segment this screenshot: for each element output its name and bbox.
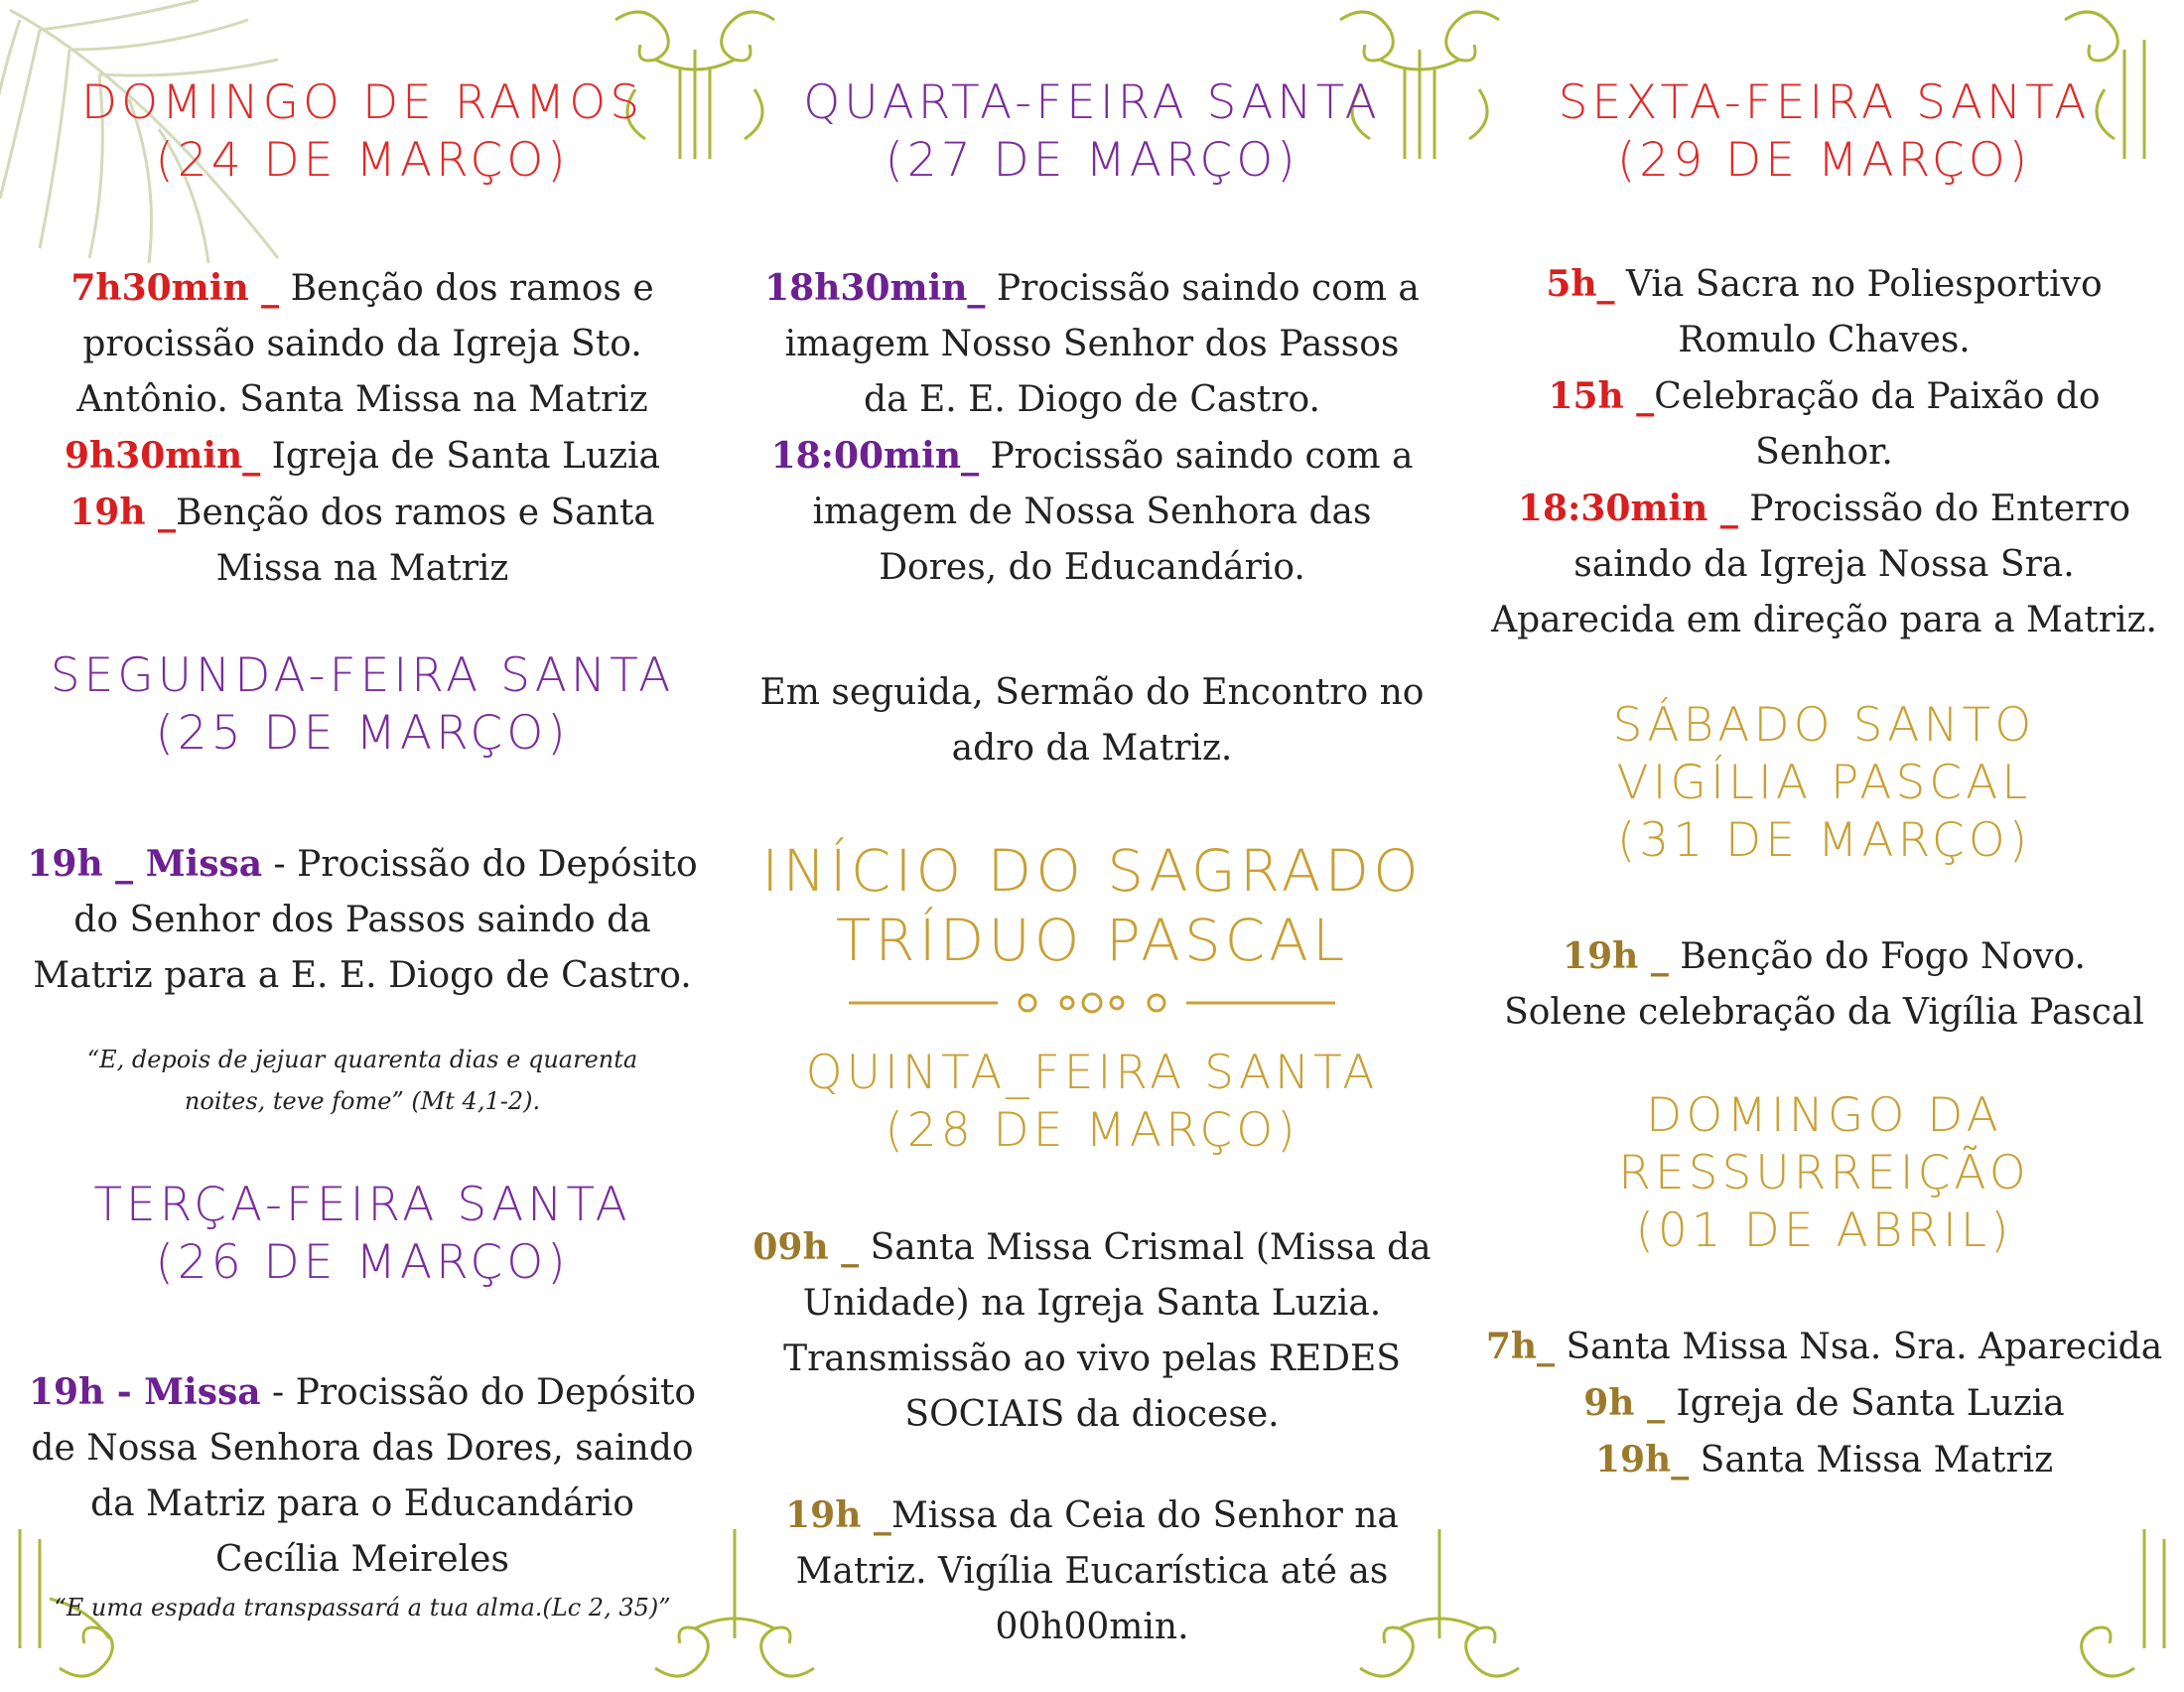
terca-section (0, 1177, 725, 1292)
schedule-line: 5h_ Via Sacra no Poliesportivo (1546, 263, 2103, 305)
schedule-line: 18h30min_ Procissão saindo com a (764, 267, 1420, 309)
quarta-section (740, 74, 1444, 190)
schedule-line: 19h _ Benção do Fogo Novo. (1563, 935, 2086, 977)
schedule-line: 19h - Missa - Procissão do Depósito (28, 1371, 697, 1413)
schedule-line: Transmissão ao vivo pelas REDES (783, 1339, 1401, 1379)
section-title: DOMINGO DE RAMOS (80, 75, 644, 130)
section-date: (26 DE MARÇO) (155, 1235, 570, 1290)
schedule-line: 9h30min_ Igreja de Santa Luzia (64, 435, 661, 477)
sexta-schedule (1464, 256, 2184, 648)
domingo-ramos-section (0, 74, 725, 190)
schedule-line: 9h _ Igreja de Santa Luzia (1583, 1382, 2065, 1424)
schedule-line: Antônio. Santa Missa na Matriz (76, 379, 648, 420)
section-title: QUARTA-FEIRA SANTA (803, 75, 1381, 130)
schedule-line: saindo da Igreja Nossa Sra. (1573, 544, 2075, 585)
schedule-line: 19h _ Missa - Procissão do Depósito (27, 843, 698, 885)
schedule-line: Matriz. Vigília Eucarística até as (795, 1551, 1389, 1592)
section-date: (27 DE MARÇO) (885, 133, 1299, 188)
schedule-line: 19h _Missa da Ceia do Senhor na (785, 1494, 1399, 1536)
encontro-note: Em seguida, Sermão do Encontro no adro da Matriz. (759, 672, 1425, 769)
schedule-line: da Matriz para o Educandário (90, 1483, 634, 1524)
quarta-schedule (740, 260, 1444, 596)
section-title: DOMINGO DA (1646, 1088, 2002, 1143)
column-2 (740, 0, 1444, 1688)
segunda-quote: “E, depois de jejuar quarenta dias e quarenta noites, teve fome” (Mt 4,1-2). (86, 1046, 638, 1115)
segunda-schedule (0, 836, 725, 1004)
triduo-line-2: TRÍDUO PASCAL (835, 907, 1349, 974)
sabado-schedule (1464, 928, 2184, 1041)
schedule-line: Matriz para a E. E. Diogo de Castro. (33, 955, 692, 996)
schedule-line: 19h _Benção dos ramos e Santa (69, 492, 655, 533)
schedule-line: Romulo Chaves. (1678, 320, 1971, 360)
section-date: (31 DE MARÇO) (1616, 813, 2032, 868)
section-subtitle: RESSURREIÇÃO (1618, 1146, 2030, 1200)
segunda-section (0, 647, 725, 763)
quinta-schedule-2 (740, 1487, 1444, 1655)
ressurreicao-section (1464, 1087, 2184, 1260)
schedule-line: Cecília Meireles (215, 1539, 509, 1580)
section-title: SÁBADO SANTO (1612, 698, 2036, 753)
quinta-section (740, 1045, 1444, 1160)
section-subtitle: VIGÍLIA PASCAL (1616, 756, 2032, 810)
divider-ornament-icon (849, 983, 1335, 1023)
schedule-line: 15h _Celebração da Paixão do (1548, 375, 2101, 417)
domingo-ramos-schedule (0, 260, 725, 597)
ressurreicao-schedule (1464, 1319, 2184, 1488)
terca-schedule (0, 1364, 725, 1588)
triduo-line-1: INÍCIO DO SAGRADO (761, 837, 1423, 905)
sabado-section (1464, 697, 2184, 870)
schedule-line: de Nossa Senhora das Dores, saindo (31, 1428, 694, 1469)
schedule-line: 18:00min_ Procissão saindo com a (770, 435, 1414, 477)
schedule-line: Unidade) na Igreja Santa Luzia. (802, 1283, 1382, 1324)
schedule-line: Dores, do Educandário. (879, 547, 1305, 588)
section-date: (01 DE ABRIL) (1635, 1203, 2013, 1258)
column-1 (0, 0, 725, 1688)
schedule-line: 00h00min. (995, 1607, 1189, 1647)
section-title: SEXTA-FEIRA SANTA (1558, 75, 2091, 130)
schedule-line: Solene celebração da Vigília Pascal (1504, 992, 2144, 1033)
schedule-line: 7h30min _ Benção dos ramos e (70, 267, 654, 309)
section-date: (28 DE MARÇO) (885, 1103, 1299, 1158)
schedule-line: do Senhor dos Passos saindo da (73, 900, 651, 940)
schedule-line: Senhor. (1755, 432, 1893, 473)
section-date: (24 DE MARÇO) (155, 133, 570, 188)
triduo-heading (740, 836, 1444, 975)
schedule-line: Missa na Matriz (215, 548, 509, 589)
schedule-line: 09h _ Santa Missa Crismal (Missa da (752, 1226, 1432, 1268)
schedule-line: Aparecida em direção para a Matriz. (1491, 600, 2157, 640)
section-title: TERÇA-FEIRA SANTA (93, 1178, 631, 1232)
section-date: (29 DE MARÇO) (1616, 133, 2032, 188)
section-date: (25 DE MARÇO) (155, 706, 570, 761)
schedule-line: imagem Nosso Senhor dos Passos (784, 324, 1400, 364)
section-title: SEGUNDA-FEIRA SANTA (50, 648, 675, 703)
schedule-line: SOCIAIS da diocese. (904, 1394, 1280, 1435)
schedule-line: 18:30min _ Procissão do Enterro (1517, 488, 2131, 529)
schedule-line: 7h_ Santa Missa Nsa. Sra. Aparecida (1485, 1326, 2163, 1367)
schedule-line: imagem de Nossa Senhora das (812, 492, 1372, 532)
sexta-section (1464, 74, 2184, 190)
schedule-line: da E. E. Diogo de Castro. (864, 379, 1320, 420)
quinta-schedule-1 (740, 1219, 1444, 1443)
schedule-line: procissão saindo da Igreja Sto. (82, 324, 642, 364)
schedule-line: 19h_ Santa Missa Matriz (1594, 1439, 2054, 1480)
column-3 (1464, 0, 2184, 1688)
section-title: QUINTA_FEIRA SANTA (805, 1046, 1379, 1100)
terca-quote: “E uma espada transpassará a tua alma.(Lc 2, 35)” (54, 1594, 671, 1622)
